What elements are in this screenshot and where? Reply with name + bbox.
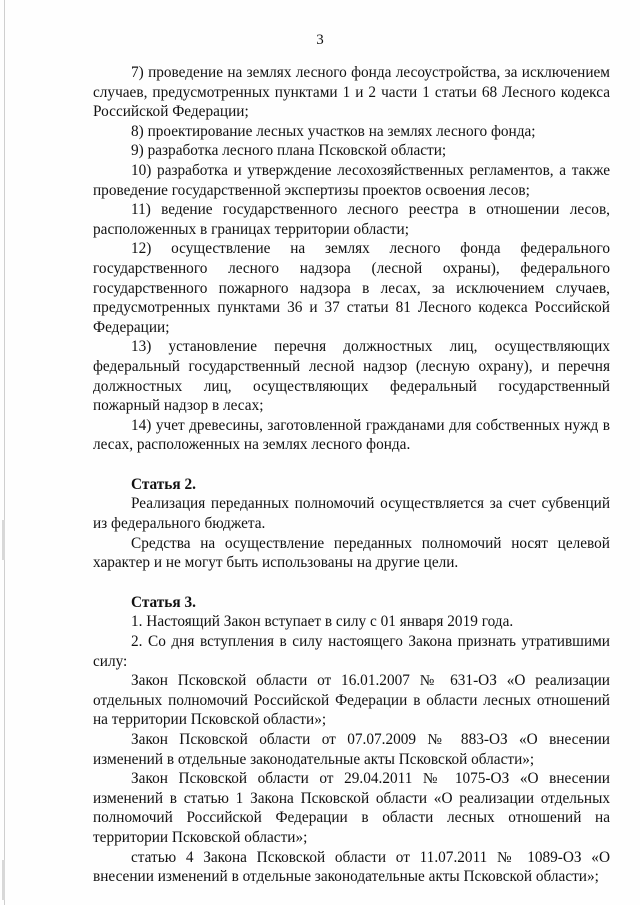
document-body: [93, 63, 610, 887]
article-3-paragraph: 1. Настоящий Закон вступает в силу с 01 января 2019 года.: [131, 613, 514, 631]
repealed-law-item: Закон Псковской области от 16.01.2007 № 631-ОЗ «О реализации отдельных полномочий Российской Федерации в области лесных отношений на территории Псковской области»;: [93, 672, 610, 729]
list-item-10: 10) разработка и утверждение лесохозяйственных регламентов, а также проведение государственной экспертизы проектов освоения лесов;: [93, 161, 610, 199]
scan-edge-mark: [2, 860, 5, 900]
page-number: 3: [316, 32, 324, 48]
list-item-7: 7) проведение на землях лесного фонда лесоустройства, за исключением случаев, предусмотренных пунктами 1 и 2 части 1 статьи 68 Лесного кодекса Российской Федерации;: [93, 64, 610, 121]
list-item-13: 13) установление перечня должностных лиц, осуществляющих федеральный государственный лесной надзор (лесную охрану), и перечня должностных лиц, осуществляющих федеральный государственный пожарный надзор в лесах;: [93, 338, 610, 415]
article-2-paragraph: Реализация переданных полномочий осуществляется за счет субвенций из федерального бюджета.: [93, 495, 610, 533]
list-item-12: 12) осуществление на землях лесного фонда федерального государственного лесного надзора (лесной охраны), федерального государственного пожарного надзора в лесах, за исключением случаев, предусмотренных пунктами 36 и 37 статьи 81 Лесного кодекса Российской Федерации;: [93, 240, 610, 336]
repealed-law-item: Закон Псковской области от 29.04.2011 № 1075-ОЗ «О внесении изменений в статью 1 Закона Псковской области «О реализации отдельных полномочий Российской Федерации в области лесных отношений на территории Псковской области»;: [93, 770, 610, 846]
article-2-heading: Статья 2.: [131, 475, 196, 493]
repealed-law-item: статью 4 Закона Псковской области от 11.07.2011 № 1089-ОЗ «О внесении изменений в отдельные законодательные акты Псковской области»;: [93, 848, 610, 886]
article-3-heading: Статья 3.: [131, 593, 196, 611]
scan-left-edge: [4, 0, 5, 905]
list-item-14: 14) учет древесины, заготовленной гражданами для собственных нужд в лесах, расположенных на землях лесного фонда.: [93, 416, 610, 454]
scan-edge-mark: [2, 520, 5, 560]
article-3-paragraph: 2. Со дня вступления в силу настоящего Закона признать утратившими силу:: [93, 633, 610, 670]
article-2-paragraph: Средства на осуществление переданных полномочий носят целевой характер и не могут быть использованы на другие цели.: [93, 534, 610, 572]
repealed-law-item: Закон Псковской области от 07.07.2009 № 883-ОЗ «О внесении изменений в отдельные законодательные акты Псковской области»;: [93, 731, 610, 768]
list-item-9: 9) разработка лесного плана Псковской области;: [131, 142, 447, 160]
list-item-11: 11) ведение государственного лесного реестра в отношении лесов, расположенных в границах территории области;: [93, 201, 610, 238]
list-item-8: 8) проектирование лесных участков на землях лесного фонда;: [131, 122, 536, 140]
